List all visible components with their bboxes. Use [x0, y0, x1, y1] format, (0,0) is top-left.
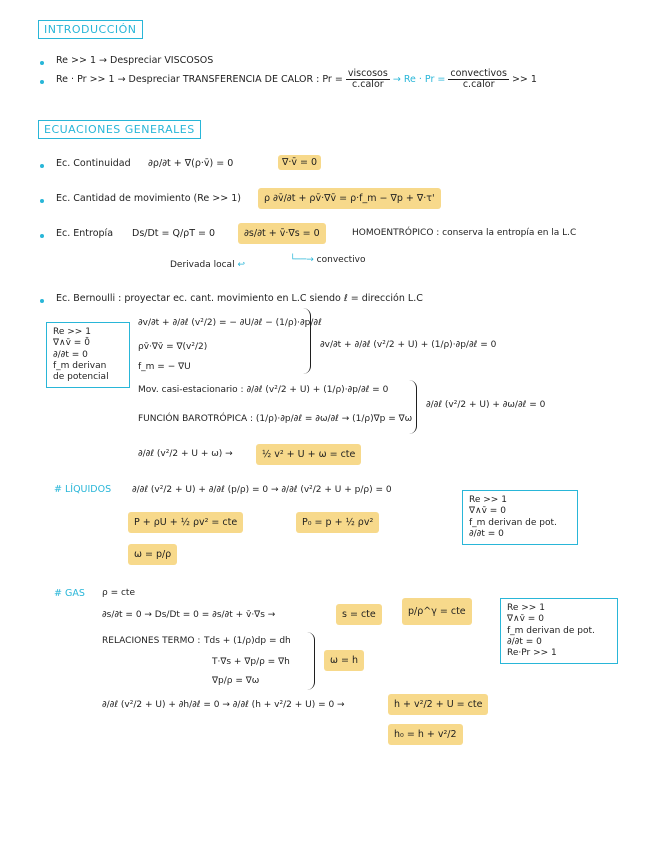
- omega-equals-h: ω = h: [324, 650, 364, 671]
- repr-denominator: c.calor: [462, 78, 495, 90]
- entropy-label: Ec. Entropía: [56, 228, 114, 239]
- continuity-equation: ∂ρ/∂t + ∇(ρ·v̄) = 0: [148, 158, 234, 169]
- section-title-general: ECUACIONES GENERALES: [38, 120, 201, 139]
- gas-isentropic-relation: p/ρ^γ = cte: [402, 598, 472, 625]
- assumption-item: ∂/∂t = 0: [507, 636, 542, 647]
- continuity-label: Ec. Continuidad: [56, 158, 131, 169]
- momentum-equation: ρ ∂v̄/∂t + ρv̄·∇v̄ = ρ·f_m − ∇p + ∇·τ': [258, 188, 441, 209]
- bullet: [40, 164, 44, 168]
- intro-line-2: [56, 69, 537, 90]
- entropy-result: ∂s/∂t + v̄·∇s = 0: [238, 223, 326, 244]
- pr-denominator: c.calor: [352, 78, 384, 90]
- barotropic-label: FUNCIÓN BAROTRÓPICA :: [138, 414, 254, 424]
- assumption-item: de potencial: [53, 372, 109, 382]
- pr-fraction: [346, 69, 390, 90]
- assumption-item: ∂/∂t = 0: [53, 349, 88, 360]
- bullet: [40, 234, 44, 238]
- liquids-result-1: P + ρU + ½ ρv² = cte: [128, 512, 243, 533]
- bernoulli-eq-1: ∂v/∂t + ∂/∂ℓ (v²/2) = − ∂U/∂ℓ − (1/ρ)·∂p/∂ℓ: [138, 318, 322, 328]
- barotropic-right-eq: ∂/∂ℓ (v²/2 + U) + ∂ω/∂ℓ = 0: [426, 400, 546, 410]
- assumption-item: ∇∧v̄ = 0: [469, 506, 506, 517]
- intro-line-2-b: → Re · Pr =: [392, 73, 446, 85]
- bullet: [40, 199, 44, 203]
- assumptions-box-bernoulli: [46, 322, 130, 388]
- bernoulli-eq-3: f_m = − ∇U: [138, 362, 191, 372]
- section-title-liquids: # LÍQUIDOS: [54, 484, 112, 495]
- quasi-label: Mov. casi-estacionario :: [138, 385, 244, 395]
- momentum-label: Ec. Cantidad de movimiento (Re >> 1): [56, 193, 241, 204]
- convective-note: [290, 255, 366, 265]
- assumption-item: Re >> 1: [507, 603, 545, 613]
- thermo-label: RELACIONES TERMO :: [102, 636, 201, 646]
- quasi-steady: [138, 385, 388, 395]
- assumption-item: f_m derivan: [53, 360, 107, 371]
- bernoulli-final-result: ½ v² + U + ω = cte: [256, 444, 361, 465]
- barotropic-equation: (1/ρ)·∂p/∂ℓ = ∂ω/∂ℓ → (1/ρ)∇p = ∇ω: [255, 414, 413, 424]
- repr-numerator: convectivos: [450, 68, 507, 79]
- bernoulli-final-left: ∂/∂ℓ (v²/2 + U + ω) →: [138, 449, 233, 459]
- intro-line-2-a: Re · Pr >> 1 → Despreciar TRANSFERENCIA DE CALOR : Pr =: [56, 73, 343, 85]
- thermo-eq-1: Tds + (1/ρ)dp = dh: [204, 636, 291, 646]
- repr-fraction: [448, 69, 509, 90]
- section-title-intro: INTRODUCCIÓN: [38, 20, 143, 39]
- bullet: [40, 80, 44, 84]
- assumption-item: Re·Pr >> 1: [507, 648, 557, 658]
- intro-line-1: Re >> 1 → Despreciar VISCOSOS: [56, 55, 214, 66]
- gas-rho: ρ = cte: [102, 588, 135, 598]
- bullet: [40, 299, 44, 303]
- bernoulli-label: Ec. Bernoulli : proyectar ec. cant. movimiento en L.C siendo ℓ = dirección L.C: [56, 293, 423, 304]
- continuity-result: ∇·v̄ = 0: [278, 155, 321, 170]
- liquids-equation: ∂/∂ℓ (v²/2 + U) + ∂/∂ℓ (p/ρ) = 0 → ∂/∂ℓ (v²/2 + U + p/ρ) = 0: [132, 485, 392, 495]
- barotropic: [138, 414, 412, 424]
- liquids-result-3: ω = p/ρ: [128, 544, 177, 565]
- homoentropic-note: HOMOENTRÓPICO : conserva la entropía en la L.C: [352, 228, 577, 238]
- gas-result-1: h + v²/2 + U = cte: [388, 694, 488, 715]
- assumption-item: Re >> 1: [53, 327, 91, 337]
- convective-text: convectivo: [316, 255, 366, 265]
- arrow-icon: └──→: [290, 255, 314, 265]
- entropy-equation: Ds/Dt = Q/ρT = 0: [132, 228, 216, 239]
- quasi-equation: ∂/∂ℓ (v²/2 + U) + (1/ρ)·∂p/∂ℓ = 0: [246, 385, 389, 395]
- assumption-item: ∇∧v̄ = 0̄: [53, 338, 90, 349]
- assumption-item: f_m derivan de pot.: [469, 517, 557, 528]
- gas-final-equation: ∂/∂ℓ (v²/2 + U) + ∂h/∂ℓ = 0 → ∂/∂ℓ (h + v²/2 + U) = 0 →: [102, 700, 345, 710]
- thermo-eq-2: T·∇s + ∇p/ρ = ∇h: [212, 657, 290, 667]
- brace: [306, 632, 315, 690]
- intro-line-2-c: >> 1: [511, 73, 537, 85]
- assumption-item: ∂/∂t = 0: [469, 528, 504, 539]
- section-title-gas: # GAS: [54, 588, 85, 599]
- assumption-item: ∇∧v̄ = 0: [507, 614, 544, 625]
- gas-entropy-result: s = cte: [336, 604, 382, 625]
- local-derivative-text: Derivada local: [170, 260, 235, 270]
- assumptions-box-gas: [500, 598, 618, 664]
- brace: [302, 308, 311, 374]
- pr-numerator: viscosos: [347, 68, 388, 79]
- arrow-icon: ↩: [237, 260, 245, 270]
- assumptions-box-liquids: [462, 490, 578, 545]
- brace: [408, 380, 417, 434]
- gas-result-2: h₀ = h + v²/2: [388, 724, 463, 745]
- bernoulli-right-eq: ∂v/∂t + ∂/∂ℓ (v²/2 + U) + (1/ρ)·∂p/∂ℓ = 0: [320, 340, 497, 350]
- bernoulli-eq-2: ρv̄·∇v̄ = ∇(v²/2): [138, 342, 208, 352]
- assumption-item: f_m derivan de pot.: [507, 625, 595, 636]
- assumption-item: Re >> 1: [469, 495, 507, 505]
- bullet: [40, 61, 44, 65]
- thermo-eq-3: ∇p/ρ = ∇ω: [212, 676, 260, 686]
- gas-equation-1: ∂s/∂t = 0 → Ds/Dt = 0 = ∂s/∂t + v̄·∇s →: [102, 610, 276, 620]
- local-derivative-note: [170, 260, 245, 270]
- liquids-result-2: P₀ = p + ½ ρv²: [296, 512, 379, 533]
